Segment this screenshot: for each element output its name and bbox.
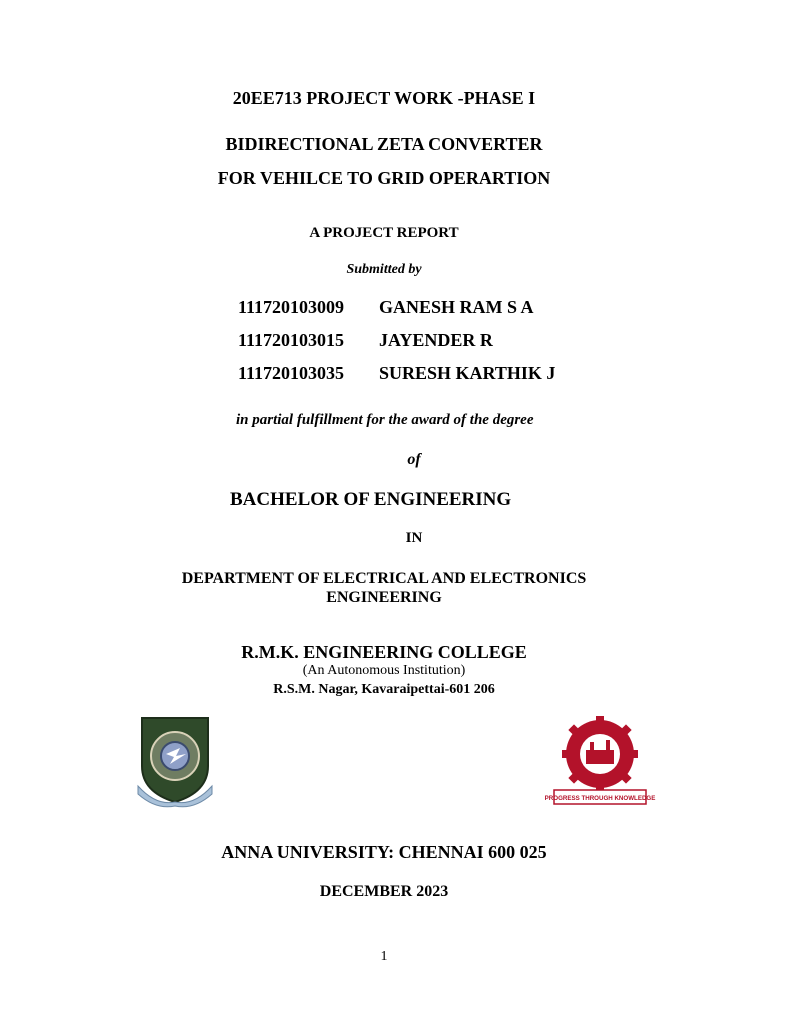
member-row: [238, 297, 555, 330]
submission-date: DECEMBER 2023: [319, 883, 449, 900]
course-title: 20EE713 PROJECT WORK -PHASE I: [232, 88, 536, 108]
member-row: [238, 363, 555, 396]
of-text: of: [407, 451, 421, 468]
member-register-number: 111720103035: [238, 363, 345, 383]
member-row: [238, 330, 555, 363]
college-status: (An Autonomous Institution): [302, 663, 466, 678]
member-name: JAYENDER R: [379, 330, 493, 350]
in-text: IN: [405, 530, 423, 546]
project-title-line2: FOR VEHILCE TO GRID OPERARTION: [217, 168, 551, 188]
svg-text:PROGRESS THROUGH KNOWLEDGE: PROGRESS THROUGH KNOWLEDGE: [544, 795, 656, 802]
member-register-number: 111720103015: [238, 330, 345, 350]
project-title-line1: BIDIRECTIONAL ZETA CONVERTER: [225, 134, 543, 154]
anna-university-emblem-icon: [544, 714, 656, 811]
member-name: SURESH KARTHIK J: [379, 363, 556, 383]
report-type: A PROJECT REPORT: [309, 225, 459, 241]
member-list: [238, 297, 555, 396]
submitted-by: Submitted by: [346, 262, 422, 277]
department-line1: DEPARTMENT OF ELECTRICAL AND ELECTRONICS: [181, 570, 587, 587]
fulfillment-text: in partial fulfillment for the award of the degree: [236, 412, 534, 428]
university-name: ANNA UNIVERSITY: CHENNAI 600 025: [221, 842, 547, 862]
member-register-number: 111720103009: [238, 297, 345, 317]
rmk-college-crest-icon: [136, 714, 214, 811]
college-address: R.S.M. Nagar, Kavaraipettai-601 206: [273, 682, 495, 697]
member-name: GANESH RAM S A: [379, 297, 534, 317]
college-name: R.M.K. ENGINEERING COLLEGE: [241, 642, 527, 662]
department-line2: ENGINEERING: [326, 589, 442, 606]
page-number: 1: [380, 949, 388, 964]
degree: BACHELOR OF ENGINEERING: [230, 489, 512, 510]
